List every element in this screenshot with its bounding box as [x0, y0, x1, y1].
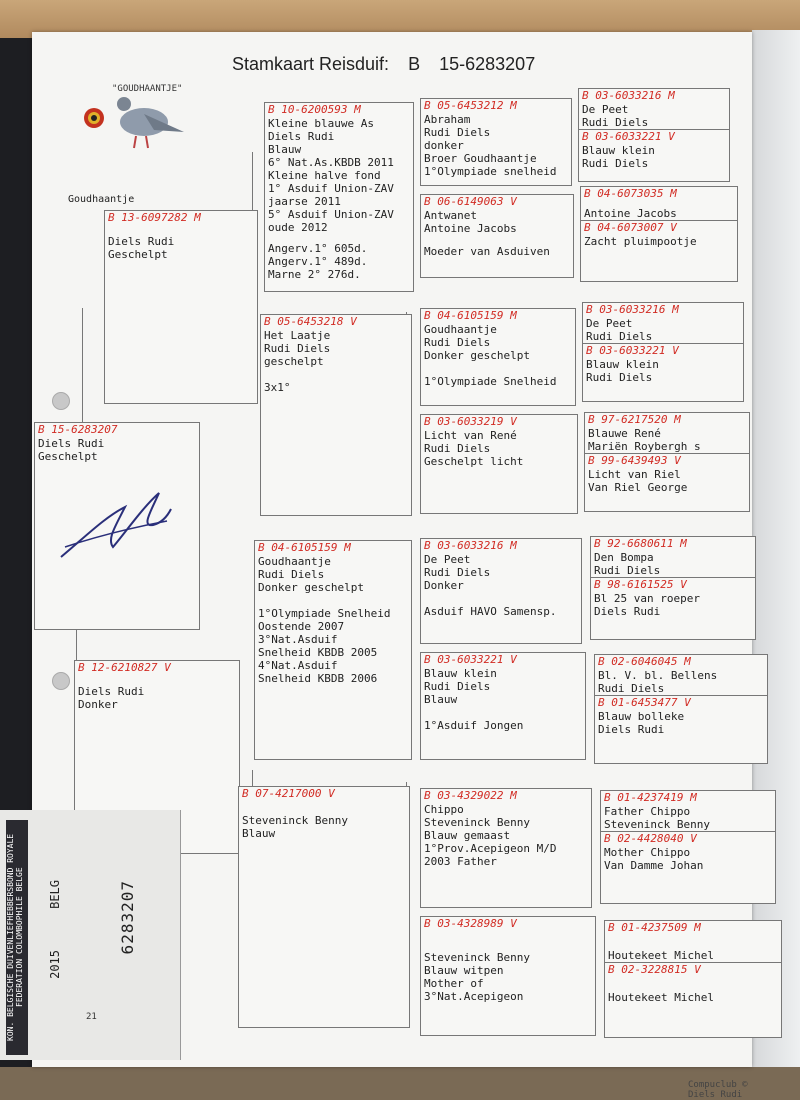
detail-line: Chippo [424, 803, 464, 816]
spacer [421, 931, 595, 951]
ring-number: B 97-6217520 M [588, 413, 681, 426]
ring-number: B 02-3228815 V [608, 963, 701, 976]
ring-number: B 10-6200593 M [268, 103, 361, 116]
detail-line: Antoine Jacobs [424, 222, 517, 235]
detail-line: Rudi Diels [586, 371, 653, 384]
detail-line: Asduif HAVO Samensp. [424, 605, 557, 618]
footer-credit: Compuclub © Diels Rudi [688, 1080, 748, 1100]
detail-line: Donker [424, 579, 464, 592]
signature-icon [55, 477, 175, 567]
pigeon-box-g4-6 [420, 652, 586, 760]
detail-line: Van Damme Johan [604, 859, 704, 872]
detail-line: 1°Olympiade Snelheid [424, 375, 557, 388]
pigeon-box-mm [238, 786, 410, 1028]
detail-line: Snelheid KBDB 2006 [258, 672, 378, 685]
detail-line: Father Chippo [604, 805, 691, 818]
detail-line: 1°Olympiade Snelheid [258, 607, 391, 620]
detail-line: 4°Nat.Asduif [258, 659, 338, 672]
pigeon-pair-g5-3 [582, 302, 744, 402]
title-ring-number: 15-6283207 [439, 54, 536, 74]
detail-line: Broer Goudhaantje [424, 152, 537, 165]
detail-line: Bl 25 van roeper [594, 592, 700, 605]
detail-line: Angerv.1° 489d. [268, 255, 368, 268]
pigeon-box-self [34, 422, 200, 630]
ring-number: B 03-4329022 M [424, 789, 517, 802]
detail-line: Diels Rudi [598, 723, 665, 736]
punch-hole [52, 672, 70, 690]
detail-line: Snelheid KBDB 2005 [258, 646, 378, 659]
pigeon-pair-g5-8 [604, 920, 782, 1038]
detail-line: Mariën Roybergh s [588, 440, 701, 453]
detail-line: Houtekeet Michel [608, 949, 714, 962]
detail-line: De Peet [586, 317, 633, 330]
detail-line: Oostende 2007 [258, 620, 345, 633]
detail-line: Blauw klein [424, 667, 497, 680]
detail-line: Mother of [424, 977, 484, 990]
owner: Diels Rudi [108, 235, 175, 248]
pigeon-box-g4-2 [420, 194, 574, 278]
detail-line: 3x1° [264, 381, 291, 394]
ring-number: B 04-6105159 M [258, 541, 351, 554]
detail-line: Houtekeet Michel [608, 991, 714, 1004]
color: Geschelpt [108, 248, 168, 261]
detail-line: Rudi Diels [424, 566, 491, 579]
spacer [261, 368, 411, 381]
ring-number: B 99-6439493 V [588, 454, 681, 467]
detail-line: De Peet [582, 103, 629, 116]
detail-line: Rudi Diels [598, 682, 665, 695]
pigeon-box-g4-3 [420, 308, 576, 406]
ring-number: B 04-6073007 V [584, 221, 677, 234]
color: Donker [78, 698, 118, 711]
spacer [421, 362, 575, 375]
logo-name: "GOUDHAANTJE" [112, 84, 183, 94]
ring-number-card: 6283207 [118, 880, 137, 955]
detail-line: De Peet [424, 553, 471, 566]
detail-line: Blauw [242, 827, 276, 840]
detail-line: 2003 Father [424, 855, 497, 868]
detail-line: 3°Nat.Asduif [258, 633, 338, 646]
detail-line: Rudi Diels [258, 568, 325, 581]
ring-year: 2015 [48, 950, 62, 979]
detail-line: Diels Rudi [594, 605, 661, 618]
ring-number: B 03-6033219 V [424, 415, 517, 428]
detail-line: Diels Rudi [268, 130, 335, 143]
ring-number: B 12-6210827 V [78, 661, 171, 674]
pigeon-pair-g5-2 [580, 186, 738, 282]
plastic-sleeve-edge [752, 30, 800, 1067]
ring-number: B 03-4328989 V [424, 917, 517, 930]
detail-line: Rudi Diels [582, 157, 649, 170]
ring-number: B 03-6033221 V [586, 344, 679, 357]
pigeon-pair-g5-7 [600, 790, 776, 904]
detail-line: 1°Prov.Acepigeon M/D [424, 842, 557, 855]
pigeon-box-father [104, 210, 258, 404]
pigeon-box-fm [260, 314, 412, 516]
detail-line: Zacht pluimpootje [584, 235, 697, 248]
detail-line: Het Laatje [264, 329, 331, 342]
ring-number: B 06-6149063 V [424, 195, 517, 208]
ring-number: B 13-6097282 M [108, 211, 201, 224]
detail-line: Blauw bolleke [598, 710, 685, 723]
pigeon-pair-g5-5 [590, 536, 756, 640]
ring-number: B 04-6105159 M [424, 309, 517, 322]
ring-number: B 03-6033221 V [424, 653, 517, 666]
detail-line: Goudhaantje [424, 323, 497, 336]
spacer [605, 935, 781, 949]
ring-number: B 05-6453218 V [264, 315, 357, 328]
detail-line: Bl. V. bl. Bellens [598, 669, 718, 682]
spacer [421, 592, 581, 605]
detail-line: Licht van Riel [588, 468, 681, 481]
detail-line: Rudi Diels [424, 442, 491, 455]
detail-line: Rudi Diels [424, 680, 491, 693]
ring-number: B 03-6033221 V [582, 130, 675, 143]
detail-line: Rudi Diels [594, 564, 661, 577]
spacer [421, 235, 573, 245]
ring-number: B 03-6033216 M [586, 303, 679, 316]
detail-line: 1°Asduif Jongen [424, 719, 524, 732]
detail-line: Rudi Diels [424, 126, 491, 139]
detail-line: Blauw witpen [424, 964, 504, 977]
detail-line: Blauw [424, 693, 458, 706]
detail-line: jaarse 2011 [268, 195, 341, 208]
federation-strip: KON. BELGISCHE DUIVENLIEFHEBBERSBOND ROYALE FEDERATION COLOMBOPHILE BELGE [6, 820, 28, 1055]
pigeon-box-g4-5 [420, 538, 582, 644]
detail-line: Rudi Diels [582, 116, 649, 129]
detail-line: Den Bompa [594, 551, 654, 564]
pigeon-box-g4-8 [420, 916, 596, 1036]
pigeon-pair-g5-4 [584, 412, 750, 512]
detail-line: Rudi Diels [586, 330, 653, 343]
ring-country: BELG [48, 880, 62, 909]
pigeon-logo [84, 84, 224, 164]
spacer [239, 801, 409, 814]
ring-code: 21 [86, 1012, 97, 1022]
detail-line: Steveninck Benny [424, 951, 530, 964]
detail-line: Rudi Diels [264, 342, 331, 355]
title-label: Stamkaart Reisduif: [232, 54, 390, 74]
detail-line: Marne 2° 276d. [268, 268, 361, 281]
detail-line: Mother Chippo [604, 846, 691, 859]
color: Geschelpt [38, 450, 98, 463]
detail-line: oude 2012 [268, 221, 328, 234]
ring-number: B 02-6046045 M [598, 655, 691, 668]
detail-line: Kleine blauwe As [268, 117, 374, 130]
pigeon-pair-g5-1 [578, 88, 730, 182]
nickname-label: Goudhaantje [68, 194, 135, 205]
detail-line: Abraham [424, 113, 471, 126]
detail-line: Licht van René [424, 429, 517, 442]
spacer [265, 234, 413, 242]
detail-line: Rudi Diels [424, 336, 491, 349]
detail-line: Donker geschelpt [424, 349, 530, 362]
detail-line: 6° Nat.As.KBDB 2011 [268, 156, 394, 169]
detail-line: Steveninck Benny [604, 818, 710, 831]
detail-line: Donker geschelpt [258, 581, 364, 594]
ring-number: B 02-4428040 V [604, 832, 697, 845]
pigeon-box-g4-1 [420, 98, 572, 186]
detail-line: Steveninck Benny [242, 814, 348, 827]
spacer [255, 594, 411, 607]
ring-number: B 01-4237509 M [608, 921, 701, 934]
detail-line: Antwanet [424, 209, 477, 222]
spacer [421, 706, 585, 719]
connector-line [82, 308, 83, 424]
detail-line: donker [424, 139, 464, 152]
pigeon-box-g4-7 [420, 788, 592, 908]
detail-line: Blauw gemaast [424, 829, 511, 842]
ring-number: B 05-6453212 M [424, 99, 517, 112]
ring-number: B 01-6453477 V [598, 696, 691, 709]
detail-line: Steveninck Benny [424, 816, 530, 829]
detail-line: 5° Asduif Union-ZAV [268, 208, 394, 221]
pigeon-box-g4-4 [420, 414, 578, 514]
ring-number: B 04-6073035 M [584, 187, 677, 200]
ring-number: B 92-6680611 M [594, 537, 687, 550]
pigeon-box-ff [264, 102, 414, 292]
ring-number: B 07-4217000 V [242, 787, 335, 800]
detail-line: Antoine Jacobs [584, 207, 677, 220]
ring-number: B 15-6283207 [38, 423, 118, 436]
ring-number: B 03-6033216 M [582, 89, 675, 102]
detail-line: Blauw [268, 143, 302, 156]
owner: Diels Rudi [38, 437, 105, 450]
detail-line: Blauw klein [582, 144, 655, 157]
detail-line: Moeder van Asduiven [424, 245, 550, 258]
punch-hole [52, 392, 70, 410]
detail-line: geschelpt [264, 355, 324, 368]
title-country: B [408, 54, 421, 74]
detail-line: 1°Olympiade snelheid [424, 165, 557, 178]
detail-line: Kleine halve fond [268, 169, 381, 182]
detail-line: Blauw klein [586, 358, 659, 371]
detail-line: Goudhaantje [258, 555, 331, 568]
detail-line: Van Riel George [588, 481, 688, 494]
detail-line: Angerv.1° 605d. [268, 242, 368, 255]
page-title [232, 54, 632, 75]
pigeon-pair-g5-6 [594, 654, 768, 764]
detail-line: Geschelpt licht [424, 455, 524, 468]
ring-number: B 01-4237419 M [604, 791, 697, 804]
spacer [605, 977, 781, 991]
ring-number: B 03-6033216 M [424, 539, 517, 552]
detail-line: Blauwe René [588, 427, 661, 440]
owner: Diels Rudi [78, 685, 145, 698]
detail-line: 3°Nat.Acepigeon [424, 990, 524, 1003]
detail-line: 1° Asduif Union-ZAV [268, 182, 394, 195]
ring-number: B 98-6161525 V [594, 578, 687, 591]
pigeon-box-mf [254, 540, 412, 760]
